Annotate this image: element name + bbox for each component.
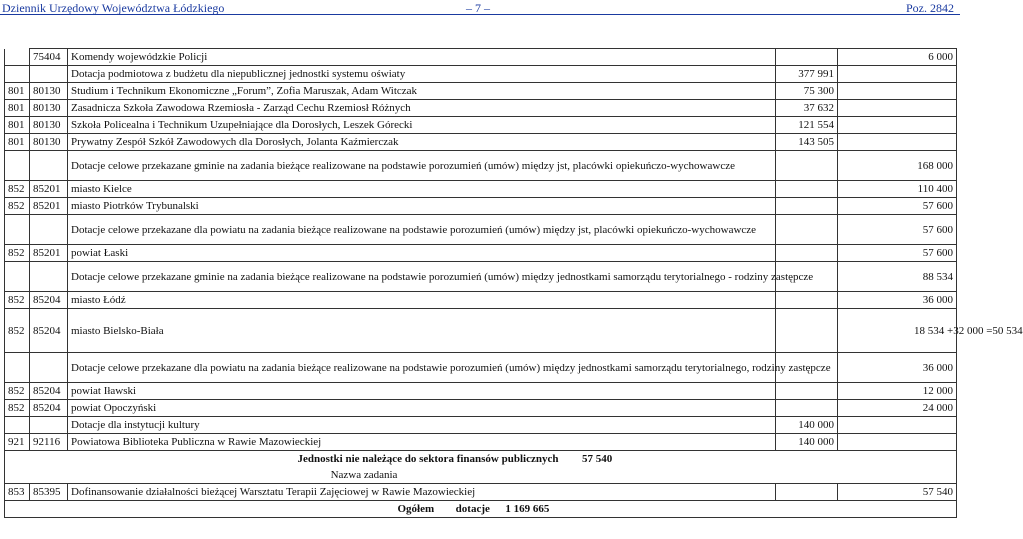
table-row: 852 85201 miasto Piotrków Trybunalski 57 600 <box>5 198 957 215</box>
header-rule <box>0 14 960 15</box>
total-label-2: dotacje <box>455 503 490 515</box>
table-row: Dotacje celowe przekazane gminie na zadania bieżące realizowane na podstawie porozumień (umów) między jednostkami samorządu terytorialnego - rodziny zastępcze 88 534 <box>5 262 957 292</box>
table-row: 852 85204 miasto Bielsko-Biała 18 534 +32 000 =50 534 <box>5 309 957 353</box>
total-label: Ogółem <box>397 503 435 515</box>
table-row: 852 85201 miasto Kielce 110 400 <box>5 181 957 198</box>
table-row: Dotacje celowe przekazane dla powiatu na zadania bieżące realizowane na podstawie porozumień (umów) między jst, placówki opiekuńczo-wychowawcze 57 600 <box>5 215 957 245</box>
section-title: Jednostki nie należące do sektora finansów publicznych <box>297 453 559 465</box>
column-header-task-name: Nazwa zadania <box>68 467 838 484</box>
table-row: 921 92116 Powiatowa Biblioteka Publiczna w Rawie Mazowieckiej 140 000 <box>5 434 957 451</box>
table-row: 852 85204 powiat Iławski 12 000 <box>5 383 957 400</box>
table-row: 75404 Komendy wojewódzkie Policji 6 000 <box>5 49 957 66</box>
table-row: 801 80130 Studium i Technikum Ekonomiczne „Forum”, Zofia Maruszak, Adam Witczak 75 300 <box>5 83 957 100</box>
page-header <box>0 0 960 16</box>
section-subheader-row <box>5 467 957 484</box>
section-header-row <box>5 451 957 468</box>
table-row: Dotacja podmiotowa z budżetu dla niepublicznej jednostki systemu oświaty 377 991 <box>5 66 957 83</box>
section-amount: 57 540 <box>581 453 613 465</box>
total-amount: 1 169 665 <box>505 503 550 515</box>
table-row: 801 80130 Prywatny Zespół Szkół Zawodowych dla Dorosłych, Jolanta Kaźmierczak 143 505 <box>5 134 957 151</box>
budget-table <box>4 48 1023 518</box>
table-row: 852 85204 miasto Łódź 36 000 <box>5 292 957 309</box>
total-row <box>5 501 957 518</box>
table-row: 853 85395 Dofinansowanie działalności bieżącej Warsztatu Terapii Zajęciowej w Rawie Mazowieckiej 57 540 <box>5 484 957 501</box>
table-row: Dotacje celowe przekazane dla powiatu na zadania bieżące realizowane na podstawie porozumień (umów) między jednostkami samorządu terytorialnego, rodziny zastępcze 36 000 <box>5 353 957 383</box>
position-number: Poz. 2842 <box>906 1 954 15</box>
table-row: 801 80130 Szkoła Policealna i Technikum Uzupełniające dla Dorosłych, Leszek Górecki 121 554 <box>5 117 957 134</box>
table-row: 852 85201 powiat Łaski 57 600 <box>5 245 957 262</box>
table-row: 801 80130 Zasadnicza Szkoła Zawodowa Rzemiosła - Zarząd Cechu Rzemiosł Różnych 37 632 <box>5 100 957 117</box>
table-row: Dotacje dla instytucji kultury 140 000 <box>5 417 957 434</box>
table-row: Dotacje celowe przekazane gminie na zadania bieżące realizowane na podstawie porozumień (umów) między jst, placówki opiekuńczo-wychowawcze 168 000 <box>5 151 957 181</box>
table-row: 852 85204 powiat Opoczyński 24 000 <box>5 400 957 417</box>
journal-title: Dziennik Urzędowy Województwa Łódzkiego <box>2 1 225 15</box>
page-number: – 7 – <box>466 1 490 15</box>
